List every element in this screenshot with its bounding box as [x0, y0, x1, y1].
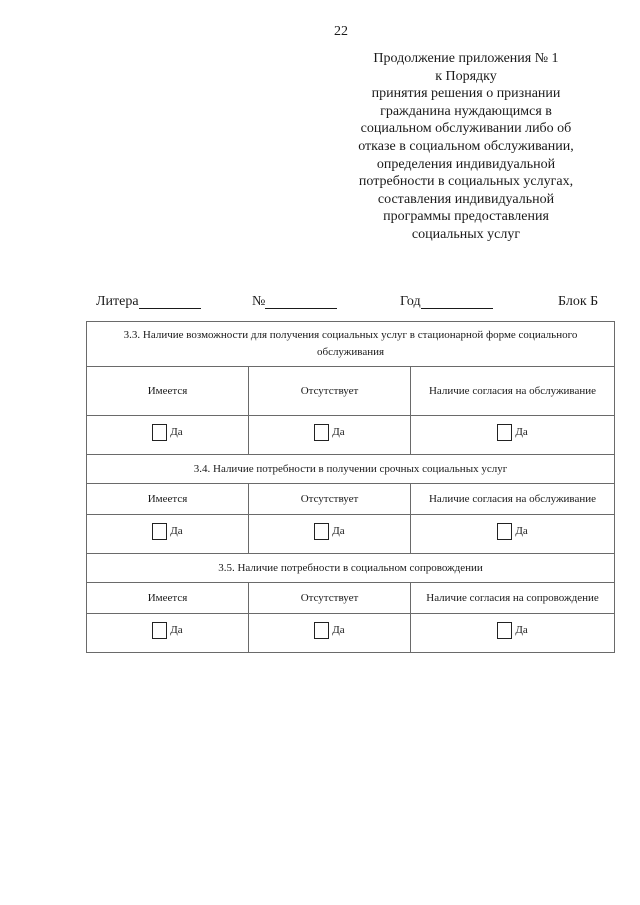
table-row	[87, 484, 615, 515]
column-header-available: Имеется	[87, 367, 249, 416]
column-header-available: Имеется	[87, 583, 249, 614]
section-title: 3.4. Наличие потребности в получении срочных социальных услуг	[87, 455, 615, 484]
checkbox-cell	[249, 614, 411, 653]
appendix-line: отказе в социальном обслуживании,	[358, 138, 574, 154]
column-header-absent: Отсутствует	[249, 484, 411, 515]
column-header-absent: Отсутствует	[249, 583, 411, 614]
table-row	[87, 322, 615, 367]
appendix-reference	[330, 50, 602, 244]
checkbox-label: Да	[332, 425, 345, 438]
checkbox[interactable]	[497, 424, 512, 441]
checkbox[interactable]	[152, 424, 167, 441]
appendix-line: составления индивидуальной	[377, 191, 555, 207]
checkbox[interactable]	[152, 622, 167, 639]
litera-field: Литера	[96, 294, 139, 310]
table-row	[87, 367, 615, 416]
assessment-table	[86, 321, 615, 653]
checkbox[interactable]	[497, 622, 512, 639]
page-number: 22	[334, 24, 348, 39]
section-title: 3.5. Наличие потребности в социальном сопровождении	[87, 554, 615, 583]
checkbox[interactable]	[152, 523, 167, 540]
checkbox-label: Да	[515, 623, 528, 636]
checkbox-label: Да	[515, 524, 528, 537]
table-row	[87, 583, 615, 614]
checkbox-cell	[411, 515, 615, 554]
checkbox-cell	[87, 614, 249, 653]
year-blank[interactable]	[421, 294, 493, 309]
checkbox[interactable]	[314, 523, 329, 540]
checkbox-label: Да	[170, 524, 183, 537]
checkbox-cell	[411, 416, 615, 455]
table-row	[87, 614, 615, 653]
column-header-absent: Отсутствует	[249, 367, 411, 416]
checkbox[interactable]	[314, 622, 329, 639]
appendix-line: программы предоставления	[383, 209, 549, 225]
year-field: Год	[400, 294, 421, 310]
table-row	[87, 455, 615, 484]
number-blank[interactable]	[265, 294, 337, 309]
litera-blank[interactable]	[139, 294, 201, 309]
table-row	[87, 416, 615, 455]
checkbox-cell	[249, 515, 411, 554]
table-row	[87, 515, 615, 554]
checkbox-cell	[87, 515, 249, 554]
appendix-line: потребности в социальных услугах,	[358, 174, 574, 190]
appendix-line: определения индивидуальной	[376, 156, 556, 172]
checkbox-label: Да	[332, 524, 345, 537]
table-row	[87, 554, 615, 583]
checkbox-label: Да	[332, 623, 345, 636]
checkbox-label: Да	[515, 425, 528, 438]
section-title: 3.3. Наличие возможности для получения социальных услуг в стационарной форме социального обслуживания	[87, 322, 615, 367]
checkbox-label: Да	[170, 623, 183, 636]
checkbox[interactable]	[314, 424, 329, 441]
checkbox[interactable]	[497, 523, 512, 540]
column-header-consent: Наличие согласия на обслуживание	[411, 484, 615, 515]
block-label: Блок Б	[558, 294, 599, 309]
checkbox-cell	[249, 416, 411, 455]
appendix-line: принятия решения о признании	[371, 86, 561, 102]
appendix-line: социальных услуг	[411, 226, 521, 242]
appendix-line: Продолжение приложения № 1	[373, 51, 559, 66]
column-header-consent: Наличие согласия на сопровождение	[411, 583, 615, 614]
checkbox-label: Да	[170, 425, 183, 438]
number-field: №	[252, 294, 265, 310]
appendix-line: гражданина нуждающимся в	[380, 103, 552, 119]
appendix-line: к Порядку	[435, 68, 497, 84]
checkbox-cell	[87, 416, 249, 455]
column-header-consent: Наличие согласия на обслуживание	[411, 367, 615, 416]
checkbox-cell	[411, 614, 615, 653]
appendix-line: социальном обслуживании либо об	[360, 121, 572, 137]
column-header-available: Имеется	[87, 484, 249, 515]
